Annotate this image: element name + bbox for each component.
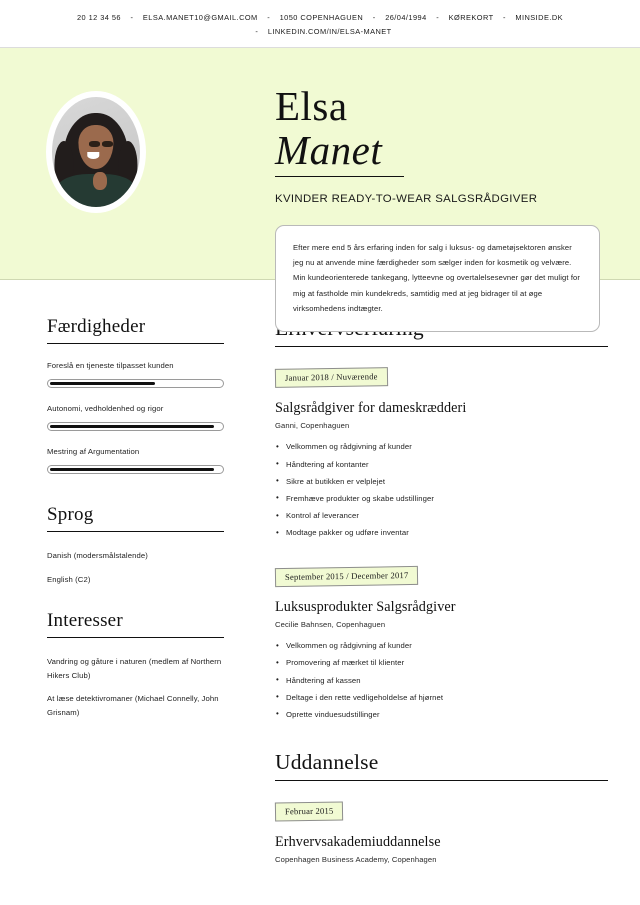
contact-separator: - — [255, 26, 259, 36]
job-bullet: • Oprette vinduesudstillinger — [275, 709, 608, 720]
contact-linkedin[interactable]: LINKEDIN.COM/IN/ELSA-MANET — [267, 26, 392, 36]
spacer — [275, 726, 608, 750]
job-organisation: Cecilie Bahnsen, Copenhaguen — [275, 620, 386, 630]
interest-item: At læse detektivromaner (Michael Connelly, John Grisnam) — [47, 694, 219, 717]
spacer — [47, 596, 224, 610]
last-name: Manet — [275, 128, 404, 177]
avatar — [46, 91, 146, 213]
section-education — [275, 750, 608, 864]
skill-bar-track — [47, 465, 224, 474]
contact-website[interactable]: MINSIDE.DK — [515, 13, 564, 22]
skill-bar-track — [47, 379, 224, 388]
job-bullet: • Modtage pakker og udføre inventar — [275, 527, 608, 538]
job-bullet: • Håndtering af kassen — [275, 675, 608, 686]
job-bullet: • Kontrol af leverancer — [275, 510, 608, 521]
job-bullet: • Håndtering af kontanter — [275, 459, 608, 470]
job-bullet-list — [275, 441, 608, 538]
photo-eye-right-shape — [102, 141, 113, 147]
skill-bar-fill — [50, 468, 214, 471]
job-bullet: • Fremhæve produkter og skabe udstillinger — [275, 493, 608, 504]
contact-separator: - — [130, 13, 134, 22]
experience-entry — [275, 566, 608, 720]
job-organisation: Ganni, Copenhaguen — [275, 421, 350, 431]
languages-heading: Sprog — [47, 504, 94, 526]
interests-heading: Interesser — [47, 610, 123, 632]
contact-birthdate: 26/04/1994 — [385, 13, 427, 22]
contact-email[interactable]: ELSA.MANET10@GMAIL.COM — [142, 13, 258, 22]
contact-separator: - — [372, 13, 376, 22]
skill-label: Autonomi, vedholdenhed og rigor — [47, 404, 164, 414]
photo-eye-left-shape — [89, 141, 100, 147]
skill-bar-track — [47, 422, 224, 431]
contact-line-secondary — [60, 25, 580, 39]
job-title: KVINDER READY-TO-WEAR SALGSRÅDGIVER — [275, 192, 538, 205]
name-block — [275, 85, 608, 204]
experience-divider — [275, 346, 608, 347]
skill-bar-fill — [50, 382, 155, 385]
job-bullet: • Velkommen og rådgivning af kunder — [275, 441, 608, 452]
contact-address: 1050 COPENHAGUEN — [279, 13, 364, 22]
job-bullet: • Promovering af mærket til klienter — [275, 657, 608, 668]
skill-label: Foreslå en tjeneste tilpasset kunden — [47, 361, 174, 371]
education-entry — [275, 801, 608, 864]
summary-text: Efter mere end 5 års erfaring inden for salg i luksus- og dametøjsektoren ønsker jeg nu at anvende mine færdigheder som sælger inden for kosmetik og velvære. Min kundeorienterede tankegang, lytteevne og overtalelsesevner gør det muligt for mig at fastholde min kundekreds, samtidig med at jeg bidrager til at øge virksomhedens indtægter. — [293, 243, 581, 313]
section-languages — [47, 504, 224, 586]
job-bullet-list — [275, 640, 608, 720]
contact-separator: - — [436, 13, 440, 22]
interest-item: Vandring og gåture i naturen (medlem af Northern Hikers Club) — [47, 657, 222, 680]
job-bullet: • Sikre at butikken er velplejet — [275, 476, 608, 487]
contact-bar — [0, 0, 640, 48]
experience-entry — [275, 367, 608, 538]
contact-line-primary — [60, 11, 580, 25]
date-badge: Januar 2018 / Nuværende — [275, 367, 388, 388]
skill-item — [47, 447, 224, 474]
skill-item — [47, 361, 224, 388]
contact-driving-license: KØREKORT — [448, 13, 494, 22]
date-badge: Februar 2015 — [275, 802, 344, 822]
language-item: English (C2) — [47, 574, 91, 584]
section-skills — [47, 316, 224, 474]
section-interests — [47, 610, 224, 719]
spacer — [275, 544, 608, 566]
job-role: Luksusprodukter Salgsrådgiver — [275, 599, 456, 616]
summary-card — [275, 225, 600, 332]
skills-heading: Færdigheder — [47, 316, 146, 338]
contact-phone: 20 12 34 56 — [76, 13, 121, 22]
photo-hand-shape — [93, 172, 106, 190]
job-bullet: • Deltage i den rette vedligeholdelse af hjørnet — [275, 692, 608, 703]
contact-separator: - — [502, 13, 506, 22]
languages-divider — [47, 531, 224, 532]
education-divider — [275, 780, 608, 781]
contact-separator: - — [267, 13, 271, 22]
skill-item — [47, 404, 224, 431]
language-item: Danish (modersmålstalende) — [47, 551, 148, 561]
skill-bar-fill — [50, 425, 214, 428]
profile-photo — [52, 97, 140, 207]
spacer — [47, 490, 224, 504]
job-role: Salgsrådgiver for dameskrædderi — [275, 400, 467, 417]
sidebar-column — [0, 310, 252, 875]
section-experience — [275, 316, 608, 720]
interests-divider — [47, 637, 224, 638]
skill-label: Mestring af Argumentation — [47, 447, 140, 457]
degree-title: Erhvervsakademiuddannelse — [275, 834, 441, 851]
first-name: Elsa — [275, 83, 348, 130]
photo-smile-shape — [88, 152, 99, 159]
date-badge: September 2015 / December 2017 — [275, 566, 419, 587]
job-bullet: • Velkommen og rådgivning af kunder — [275, 640, 608, 651]
skills-divider — [47, 343, 224, 344]
main-column — [252, 310, 640, 875]
school-name: Copenhagen Business Academy, Copenhagen — [275, 855, 437, 865]
resume-body — [0, 280, 640, 875]
education-heading: Uddannelse — [275, 750, 379, 775]
